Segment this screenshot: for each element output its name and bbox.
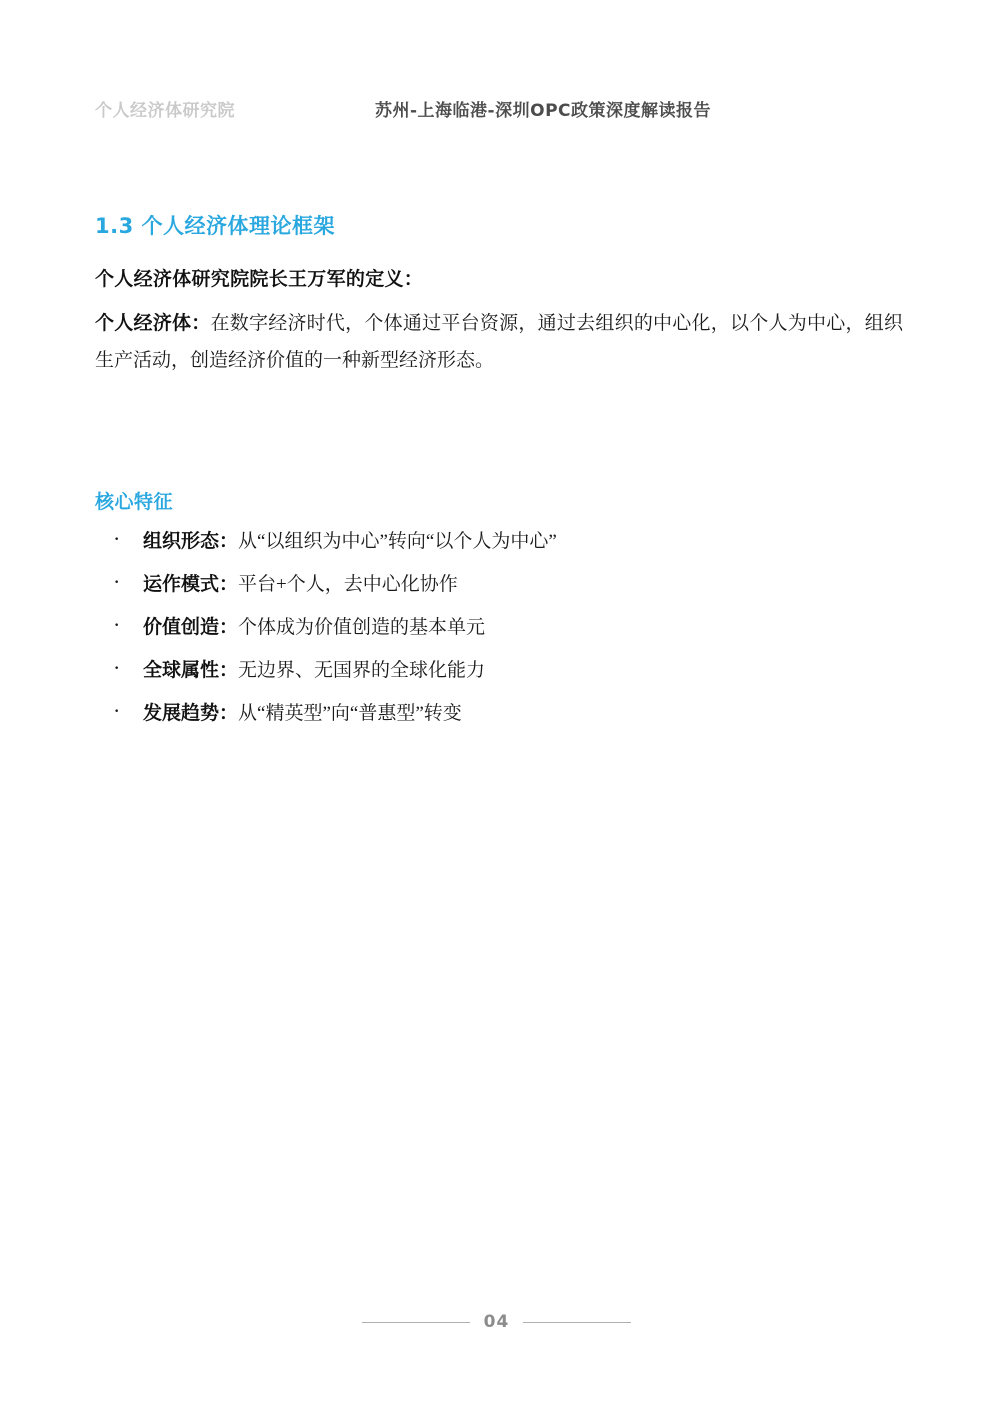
section-heading: 1.3 个人经济体理论框架 — [95, 214, 336, 238]
header-report-title: 苏州-上海临港-深圳OPC政策深度解读报告 — [375, 101, 711, 121]
feature-description: 平台+个人，去中心化协作 — [238, 574, 458, 596]
feature-term: 全球属性： — [143, 659, 239, 682]
list-item — [113, 532, 903, 551]
definition-paragraph — [95, 305, 903, 379]
page-number: 04 — [483, 1312, 510, 1332]
features-list — [95, 532, 903, 723]
feature-description: 无边界、无国界的全球化能力 — [238, 660, 486, 682]
page-content — [95, 210, 903, 747]
list-item — [113, 704, 903, 723]
features-heading: 核心特征 — [95, 491, 174, 514]
list-item — [113, 575, 903, 594]
page-footer — [0, 1312, 993, 1332]
definition-term: 个人经济体： — [95, 312, 211, 334]
feature-description: 从“精英型”向“普惠型”转变 — [238, 703, 462, 725]
footer-rule-right — [523, 1322, 631, 1323]
list-item — [113, 618, 903, 637]
feature-term: 价值创造： — [143, 616, 239, 639]
page-header — [95, 96, 898, 121]
feature-description: 个体成为价值创造的基本单元 — [238, 617, 486, 639]
feature-term: 组织形态： — [143, 530, 239, 553]
header-institute-name: 个人经济体研究院 — [95, 101, 235, 121]
definition-label: 个人经济体研究院院长王万军的定义： — [95, 268, 424, 290]
feature-description: 从“以组织为中心”转向“以个人为中心” — [238, 531, 557, 553]
footer-rule-left — [362, 1322, 470, 1323]
feature-term: 发展趋势： — [143, 702, 239, 725]
feature-term: 运作模式： — [143, 573, 239, 596]
list-item — [113, 661, 903, 680]
definition-text: 在数字经济时代，个体通过平台资源，通过去组织的中心化，以个人为中心，组织生产活动，创造经济价值的一种新型经济形态。 — [95, 313, 903, 372]
